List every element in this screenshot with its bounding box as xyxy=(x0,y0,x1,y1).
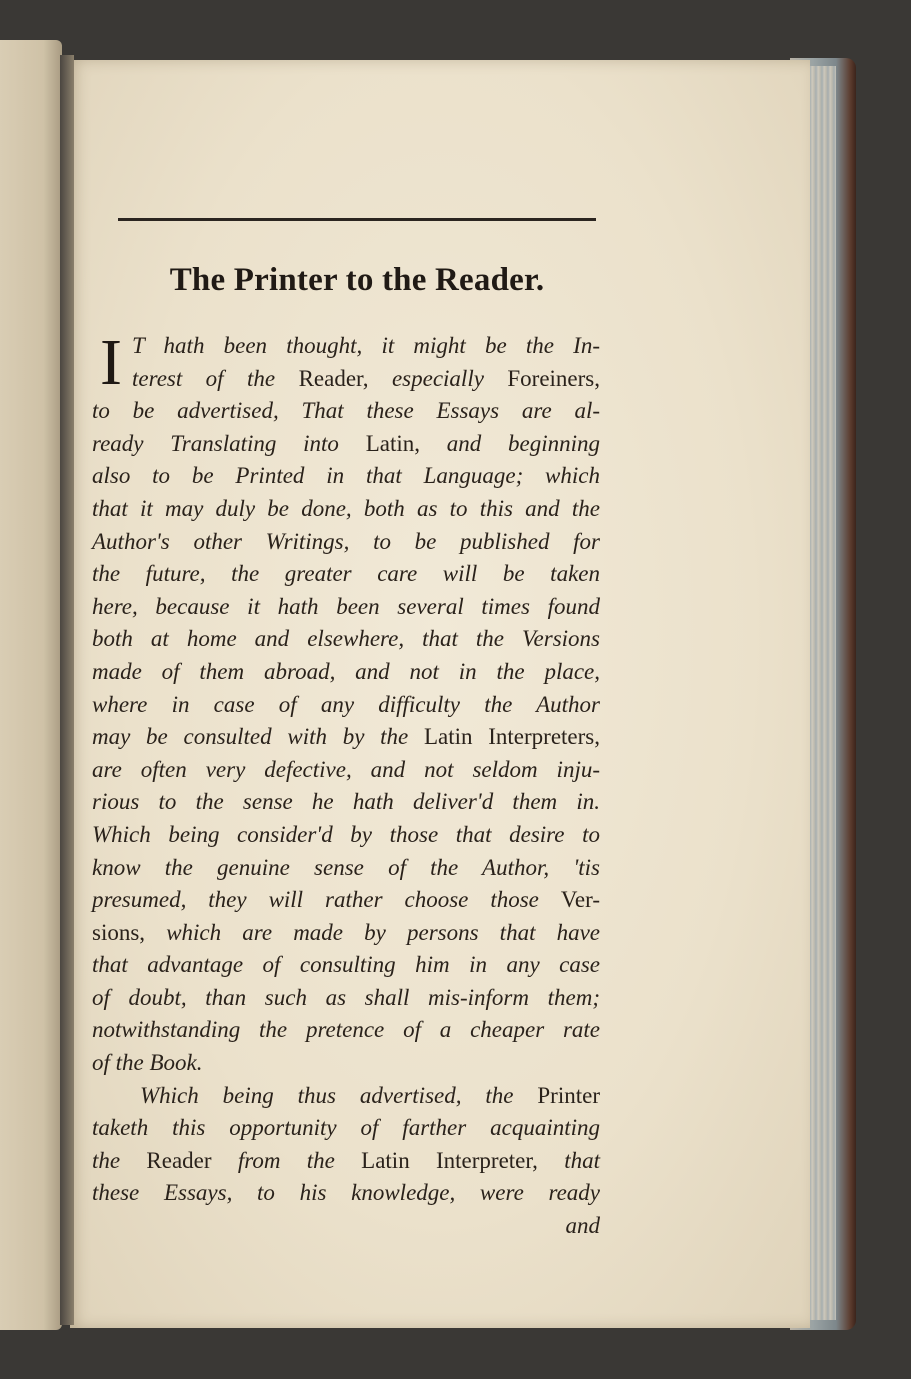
text-segment: Which being thus advertised, the xyxy=(140,1082,538,1108)
text-line xyxy=(92,1177,600,1210)
text-line xyxy=(92,917,600,950)
text-segment: and xyxy=(565,1213,600,1239)
text-segment: also to be Printed in that Language; which xyxy=(92,463,600,489)
text-line xyxy=(92,819,600,852)
text-segment: Latin, xyxy=(365,430,447,456)
text-segment: where in case of any difficulty the Author xyxy=(92,691,600,717)
text-line xyxy=(92,1145,600,1178)
text-segment: Which being consider'd by those that desire to xyxy=(92,821,600,847)
text-segment: of doubt, than such as shall mis-inform them; xyxy=(92,984,600,1010)
text-segment: Printer xyxy=(537,1082,600,1108)
text-line xyxy=(92,428,600,461)
body-text xyxy=(92,326,601,1243)
text-segment: ready Translating into xyxy=(92,430,366,456)
text-segment: Ver- xyxy=(560,887,600,913)
text-line xyxy=(92,363,600,396)
text-line xyxy=(92,982,600,1015)
page-heading: The Printer to the Reader. xyxy=(169,262,545,298)
text-line xyxy=(92,1210,600,1243)
text-line xyxy=(92,656,600,689)
text-line xyxy=(92,949,600,982)
text-segment: are often very defective, and not seldom inju- xyxy=(92,756,600,782)
text-segment: that xyxy=(564,1147,600,1173)
text-line xyxy=(92,1080,600,1113)
text-segment: taketh this opportunity of farther acquainting xyxy=(92,1115,600,1141)
text-segment: which are made by persons that have xyxy=(166,919,601,945)
text-segment: that advantage of consulting him in any case xyxy=(92,952,600,978)
text-line xyxy=(92,1014,600,1047)
text-line xyxy=(92,330,600,363)
text-segment: both at home and elsewhere, that the Versions xyxy=(92,626,600,652)
text-segment: Foreiners, xyxy=(507,365,600,391)
text-segment: know the genuine sense of the Author, 'tis xyxy=(92,854,600,880)
text-segment: notwithstanding the pretence of a cheaper rate xyxy=(92,1017,600,1043)
left-facing-page xyxy=(0,40,62,1330)
text-line xyxy=(92,395,600,428)
text-line xyxy=(92,493,600,526)
text-segment: Reader, xyxy=(298,365,392,391)
text-segment: from the xyxy=(237,1147,362,1173)
text-segment: T hath been thought, it might be the In- xyxy=(132,333,600,358)
text-segment: these Essays, to his knowledge, were ready xyxy=(92,1180,600,1206)
text-segment: especially xyxy=(391,365,508,391)
text-segment: Latin Interpreters, xyxy=(423,724,600,750)
text-segment: here, because it hath been several times found xyxy=(92,593,600,619)
text-segment: of the Book. xyxy=(92,1050,203,1076)
text-segment: rious to the sense he hath deliver'd them in. xyxy=(92,789,600,815)
text-line xyxy=(92,786,600,819)
text-segment: presumed, they will rather choose those xyxy=(92,887,561,913)
text-segment: terest of the xyxy=(132,365,299,391)
text-segment: the xyxy=(92,1147,147,1173)
text-line xyxy=(92,689,600,722)
binding-gutter xyxy=(60,55,74,1325)
text-line xyxy=(92,754,600,787)
header-rule xyxy=(118,218,596,221)
text-segment: the future, the greater care will be taken xyxy=(92,561,600,587)
text-line xyxy=(92,623,600,656)
text-line xyxy=(92,526,600,559)
text-line xyxy=(92,1047,600,1080)
text-segment: sions, xyxy=(92,919,167,945)
text-line xyxy=(92,721,600,754)
text-line xyxy=(92,884,600,917)
text-segment: that it may duly be done, both as to this and the xyxy=(92,495,600,521)
text-segment: made of them abroad, and not in the place, xyxy=(92,658,600,684)
text-segment: and beginning xyxy=(446,430,601,456)
text-line xyxy=(92,1112,600,1145)
text-line xyxy=(92,558,600,591)
text-line xyxy=(92,591,600,624)
drop-cap: I xyxy=(100,326,122,399)
text-segment: Reader xyxy=(146,1147,238,1173)
text-segment: may be consulted with by the xyxy=(92,724,424,750)
text-line xyxy=(92,852,600,885)
text-segment: to be advertised, That these Essays are al- xyxy=(92,398,600,424)
text-segment: Latin Interpreter, xyxy=(361,1147,565,1173)
text-line xyxy=(92,460,600,493)
text-segment: Author's other Writings, to be published for xyxy=(92,528,600,554)
